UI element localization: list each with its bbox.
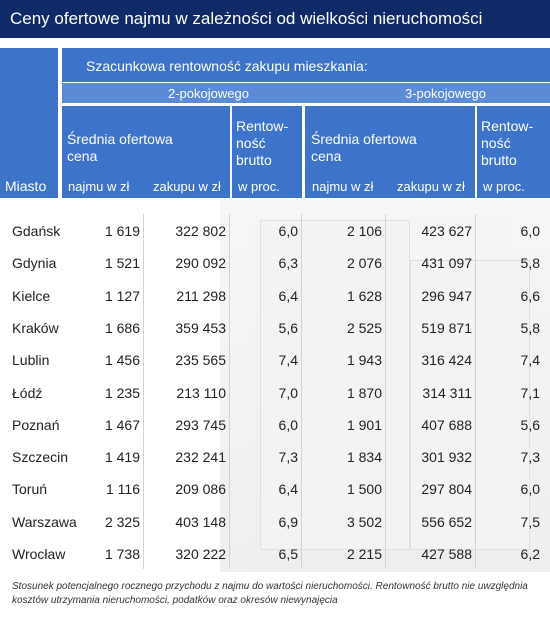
footnote: Stosunek potencjalnego rocznego przychodu z najmu do wartości nieruchomości. Rentowność brutto nie uwzględnia kosztów utrzymania nieruchomości, podatków oraz okresów niewynajęcia [12,581,528,606]
value-cell: 6,6 [520,287,540,304]
avg-price-2pok-label: Średnia ofertowa cena [67,131,173,164]
rent-3pok-label: najmu w zł [312,179,374,194]
city-cell: Kielce [12,287,51,304]
value-cell: 6,4 [278,481,298,498]
table-row [0,409,550,441]
value-cell: 6,0 [520,481,540,498]
city-cell: Wrocław [12,546,66,562]
value-cell: 7,4 [278,352,298,369]
value-cell: 7,5 [520,513,540,530]
value-cell: 6,3 [278,255,298,272]
city-cell: Gdańsk [12,223,61,239]
value-cell: 6,0 [278,416,298,433]
table-row [0,312,550,344]
value-cell: 209 086 [175,481,226,498]
city-cell: Warszawa [12,513,77,530]
value-cell: 3 502 [346,513,382,530]
value-cell: 322 802 [175,223,226,239]
value-cell: 6,9 [278,513,298,530]
table-row [0,377,550,409]
value-cell: 6,5 [278,546,298,562]
pct-2pok-label: w proc. [238,179,280,194]
value-cell: 423 627 [421,223,472,239]
value-cell: 427 588 [421,546,472,562]
value-cell: 2 106 [346,223,382,239]
value-cell: 1 619 [104,223,140,239]
value-cell: 1 834 [346,449,382,466]
pct-3pok-label: w proc. [483,179,525,194]
value-cell: 519 871 [421,319,472,336]
city-cell: Lublin [12,352,50,369]
city-cell: Łódź [12,384,43,401]
table-row [0,473,550,505]
table-row [0,215,550,247]
value-cell: 211 298 [176,287,226,304]
value-cell: 7,4 [520,352,540,369]
value-cell: 1 521 [104,255,140,272]
value-cell: 232 241 [175,449,226,466]
value-cell: 296 947 [421,287,472,304]
value-cell: 7,0 [278,384,298,401]
value-cell: 235 565 [175,352,226,369]
group-3pok-label: 3-pokojowego [405,86,486,101]
value-cell: 2 215 [346,546,382,562]
value-cell: 2 076 [346,255,382,272]
value-cell: 1 738 [104,546,140,562]
value-cell: 1 628 [346,287,382,304]
value-cell: 5,8 [520,255,540,272]
value-cell: 1 235 [104,384,140,401]
value-cell: 403 148 [175,513,226,530]
table-row [0,538,550,570]
value-cell: 7,3 [278,449,298,466]
value-cell: 556 652 [421,513,472,530]
city-cell: Poznań [12,416,60,433]
rent-2pok-label: najmu w zł [68,179,130,194]
value-cell: 1 456 [104,352,140,369]
value-cell: 5,6 [278,319,298,336]
value-cell: 1 116 [106,481,140,498]
chart-title: Ceny ofertowe najmu w zależności od wielkości nieruchomości [0,0,550,38]
city-cell: Szczecin [12,449,69,466]
value-cell: 1 943 [346,352,382,369]
value-cell: 6,4 [278,287,298,304]
value-cell: 1 419 [104,449,140,466]
buy-2pok-label: zakupu w zł [153,179,221,194]
value-cell: 5,8 [520,319,540,336]
value-cell: 301 932 [421,449,472,466]
city-cell: Gdynia [12,255,57,272]
value-cell: 1 467 [104,416,140,433]
value-cell: 6,0 [520,223,540,239]
value-cell: 359 453 [175,319,226,336]
value-cell: 314 311 [422,384,472,401]
table-header [0,38,550,200]
value-cell: 2 325 [104,513,140,530]
value-cell: 1 500 [346,481,382,498]
city-cell: Toruń [12,481,48,498]
value-cell: 5,6 [520,416,540,433]
value-cell: 213 110 [176,384,226,401]
value-cell: 316 424 [421,352,472,369]
value-cell: 431 097 [421,255,472,272]
value-cell: 7,3 [520,449,540,466]
value-cell: 1 127 [104,287,140,304]
value-cell: 1 686 [104,319,140,336]
value-cell: 7,1 [520,384,540,401]
yield-banner-label: Szacunkowa rentowność zakupu mieszkania: [86,58,368,74]
value-cell: 1 901 [346,416,382,433]
value-cell: 290 092 [175,255,226,272]
value-cell: 407 688 [421,416,472,433]
table-row [0,280,550,312]
table-row [0,247,550,279]
yield-3pok-label: Rentow-ność brutto [481,118,534,168]
table-row [0,441,550,473]
avg-price-3pok-label: Średnia ofertowa cena [311,131,417,164]
yield-2pok-label: Rentow-ność brutto [236,118,289,168]
value-cell: 320 222 [175,546,226,562]
value-cell: 2 525 [346,319,382,336]
value-cell: 297 804 [421,481,472,498]
city-cell: Kraków [12,319,59,336]
city-column-header [0,48,58,198]
value-cell: 6,2 [520,546,540,562]
value-cell: 6,0 [278,223,298,239]
buy-3pok-label: zakupu w zł [397,179,465,194]
table-row [0,344,550,376]
table-row [0,506,550,538]
city-header-label: Miasto [5,178,47,194]
group-2pok-label: 2-pokojowego [168,86,249,101]
value-cell: 293 745 [175,416,226,433]
value-cell: 1 870 [346,384,382,401]
